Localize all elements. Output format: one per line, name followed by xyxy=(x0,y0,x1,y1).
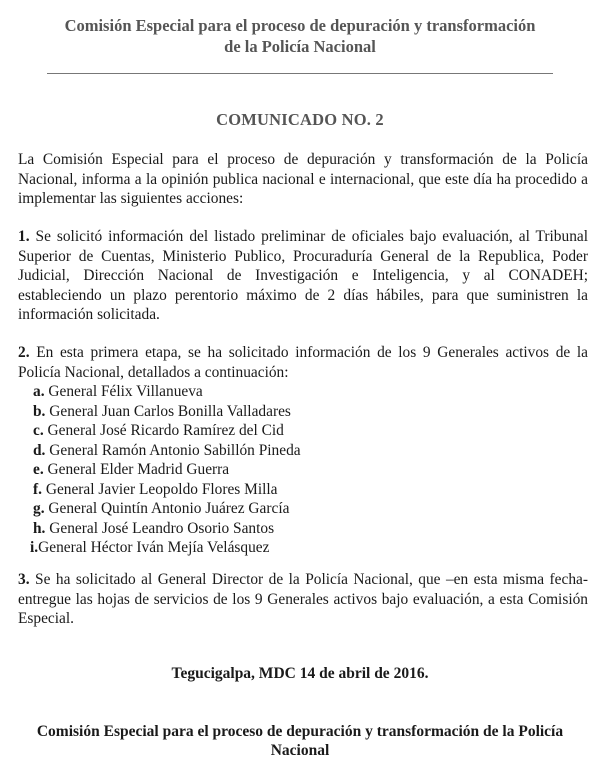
date-line: Tegucigalpa, MDC 14 de abril de 2016. xyxy=(171,665,429,682)
point-3-line xyxy=(18,570,588,590)
header-divider xyxy=(47,73,553,74)
signature-block xyxy=(0,722,600,760)
point-2-number: 2. xyxy=(18,344,30,361)
intro-line: implementar las siguientes acciones: xyxy=(18,190,244,207)
point-1-paragraph xyxy=(18,227,588,325)
point-1-line: estableciendo un plazo perentorio máximo de 2 días hábiles, para que suministren la xyxy=(18,286,588,304)
point-3-text: Se ha solicitado al General Director de la Policía Nacional, que –en esta misma fecha- xyxy=(29,571,588,588)
point-3-paragraph xyxy=(18,570,588,629)
list-item: e. General Elder Madrid Guerra xyxy=(33,461,230,478)
list-item: d. General Ramón Antonio Sabillón Pineda xyxy=(33,441,301,459)
point-1-line: Superior de Cuentas, Ministerio Publico, Procuraduría General de la Republica, Poder xyxy=(18,247,588,265)
intro-paragraph xyxy=(18,150,588,209)
point-2-line xyxy=(18,343,588,363)
point-2-line: Policía Nacional, detallados a continuación: xyxy=(18,363,289,381)
document-header xyxy=(0,15,600,57)
point-3-line: entregue las hojas de servicios de los 9 Generales activos bajo evaluación, a esta Comisión xyxy=(18,590,588,608)
header-line-1: Comisión Especial para el proceso de depuración y transformación xyxy=(64,16,536,35)
point-1-number: 1. xyxy=(18,228,30,245)
intro-line: La Comisión Especial para el proceso de depuración y transformación de la Policía xyxy=(18,151,588,168)
list-item: g. General Quintín Antonio Juárez García xyxy=(33,500,290,517)
point-1-line xyxy=(18,227,588,247)
point-1-line: información solicitada. xyxy=(18,306,160,323)
header-line-2: de la Policía Nacional xyxy=(224,37,376,56)
list-item: f. General Javier Leopoldo Flores Milla xyxy=(33,480,278,498)
intro-line: Nacional, informa a la opinión publica nacional e internacional, que este día ha procedido a xyxy=(18,170,588,188)
list-item: c. General José Ricardo Ramírez del Cid xyxy=(33,422,284,439)
generals-list xyxy=(30,382,301,558)
list-item: i.General Héctor Iván Mejía Velásquez xyxy=(30,539,270,556)
point-3-line: Especial. xyxy=(18,610,74,627)
point-3-number: 3. xyxy=(18,571,30,588)
point-2-paragraph xyxy=(18,343,588,382)
point-1-line: Judicial, Dirección Nacional de Investigación e Inteligencia, y al CONADEH; xyxy=(18,267,588,284)
document-title: COMUNICADO NO. 2 xyxy=(216,110,384,129)
list-item: b. General Juan Carlos Bonilla Valladares xyxy=(33,402,291,420)
footer-line-1: Comisión Especial para el proceso de depuración y transformación de la Policía xyxy=(36,723,564,740)
point-1-text: Se solicitó información del listado preliminar de oficiales bajo evaluación, al Tribunal xyxy=(29,228,588,245)
footer-line-2: Nacional xyxy=(270,742,330,759)
point-2-text: En esta primera etapa, se ha solicitado información de los 9 Generales activos de la xyxy=(29,344,588,361)
list-item: a. General Félix Villanueva xyxy=(33,383,203,400)
list-item: h. General José Leandro Osorio Santos xyxy=(33,519,275,537)
